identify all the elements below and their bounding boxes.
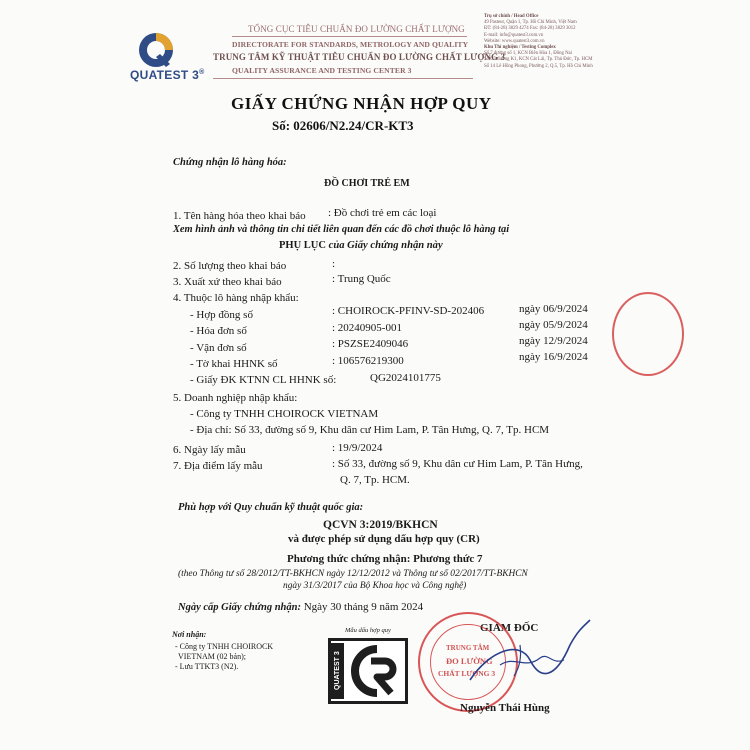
contract-label: - Hợp đồng số [190, 309, 253, 321]
item5-label: 5. Doanh nghiệp nhập khẩu: [173, 392, 298, 404]
annex-note-line2: PHỤ LỤC của Giấy chứng nhận này [279, 240, 443, 251]
mark-label: Mẫu dấu hợp quy [345, 627, 391, 634]
org-line-4: QUALITY ASSURANCE AND TESTING CENTER 3 [232, 66, 412, 75]
item1-label: 1. Tên hàng hóa theo khai báo [173, 210, 306, 222]
standard-code: QCVN 3:2019/BKHCN [323, 519, 438, 531]
product-heading: ĐỒ CHƠI TRẺ EM [324, 178, 410, 189]
item7-label: 7. Địa điểm lấy mẫu [173, 460, 263, 472]
contract-value: : CHOIROCK-PFINV-SD-202406 [332, 305, 485, 317]
invoice-value: : 20240905-001 [332, 322, 402, 334]
cr-mark [328, 638, 408, 704]
cr-mark-note: và được phép sử dụng dấu hợp quy (CR) [288, 533, 480, 545]
contract-date: ngày 06/9/2024 [519, 303, 588, 315]
org-line-3: TRUNG TÂM KỸ THUẬT TIÊU CHUẨN ĐO LƯỜNG CHẤT LƯỢNG 3 [213, 52, 506, 62]
item6-value: : 19/9/2024 [332, 442, 383, 454]
declaration-date: ngày 16/9/2024 [519, 351, 588, 363]
item2-value: : [332, 258, 336, 270]
bill-date: ngày 12/9/2024 [519, 335, 588, 347]
director-name: Nguyễn Thái Hùng [460, 702, 550, 714]
item7-value-line1: : Số 33, đường số 9, Khu dân cư Him Lam, P. Tân Hưng, [332, 458, 583, 470]
org-line-2: DIRECTORATE FOR STANDARDS, METROLOGY AND QUALITY [232, 40, 469, 49]
quatest-logo-icon [136, 30, 186, 70]
org-line-1: TỔNG CỤC TIÊU CHUẨN ĐO LƯỜNG CHẤT LƯỢNG [248, 24, 465, 34]
annex-note-line1: Xem hình ảnh và thông tin chi tiết liên quan đến các đồ chơi thuộc lô hàng tại [173, 224, 510, 235]
invoice-label: - Hóa đơn số [190, 325, 247, 337]
item4-label: 4. Thuộc lô hàng nhập khẩu: [173, 292, 299, 304]
lot-label: Chứng nhận lô hàng hóa: [173, 157, 287, 168]
director-signature [460, 610, 600, 700]
issue-date: Ngày cấp Giấy chứng nhận: Ngày 30 tháng 9 năm 2024 [178, 601, 424, 613]
registration-label: - Giấy ĐK KTNN CL HHNK số: [190, 374, 337, 386]
brand-name: QUATEST 3® [130, 68, 205, 82]
document-title: GIẤY CHỨNG NHẬN HỢP QUY [231, 94, 492, 113]
circular-line1: (theo Thông tư số 28/2012/TT-BKHCN ngày 12/12/2012 và Thông tư số 02/2017/TT-BKHCN [178, 569, 528, 579]
importer-address: - Địa chỉ: Số 33, đường số 9, Khu dân cư Him Lam, P. Tân Hưng, Q. 7, Tp. HCM [190, 424, 550, 436]
recipient-1: - Công ty TNHH CHOIROCK [175, 642, 274, 651]
address-block: Trụ sở chính / Head Office 49 Pasteur, Quận 1, Tp. Hồ Chí Minh, Việt Nam ĐT: (84-28) 3829 4274 Fax: (84-28) 3829 3012 E-mail: info@quatest3.com.vn Website: www.quatest3.com.vn Khu Thí nghiệm / Testing Complex Số 7 đường số 1, KCN Biên Hòa 1, Đồng Nai Số C5 đường K1, KCN Cát Lái, Tp. Thủ Đức, Tp. HCM Số 14 Lê Hồng Phong, Phường 2, Q.5, Tp. Hồ Chí Minh [484, 14, 593, 69]
header-rule-bottom [213, 78, 473, 79]
certificate-number: Số: 02606/N2.24/CR-KT3 [272, 118, 414, 133]
seal-text-2: ĐO LƯỜNG [446, 656, 493, 666]
conformity-label: Phù hợp với Quy chuẩn kỹ thuật quốc gia: [178, 502, 364, 513]
seal-text-1: TRUNG TÂM [446, 644, 490, 652]
cr-symbol-icon [347, 643, 407, 701]
item3-value: : Trung Quốc [332, 273, 391, 285]
registration-value: QG2024101775 [370, 372, 441, 384]
certification-method: Phương thức chứng nhận: Phương thức 7 [287, 553, 483, 565]
recipients-label: Nơi nhận: [172, 630, 207, 639]
recipient-1b: VIETNAM (02 bản); [178, 652, 246, 661]
header-rule-top [232, 36, 467, 37]
seal-text-3: CHẤT LƯỢNG 3 [438, 669, 496, 678]
importer-company: - Công ty TNHH CHOIROCK VIETNAM [190, 408, 379, 420]
declaration-value: : 106576219300 [332, 355, 404, 367]
item7-value-line2: Q. 7, Tp. HCM. [340, 474, 410, 486]
item2-label: 2. Số lượng theo khai báo [173, 260, 287, 272]
cr-mark-brand: QUATEST 3 [331, 643, 344, 699]
bill-value: : PSZSE2409046 [332, 338, 409, 350]
circular-line2: ngày 31/3/2017 của Bộ Khoa học và Công nghệ) [283, 581, 467, 591]
recipient-2: - Lưu TTKT3 (N2). [175, 662, 239, 671]
declaration-label: - Tờ khai HHNK số [190, 358, 278, 370]
director-title: GIÁM ĐỐC [480, 622, 539, 634]
invoice-date: ngày 05/9/2024 [519, 319, 588, 331]
edge-seal [612, 292, 684, 376]
item1-value: : Đồ chơi trẻ em các loại [328, 207, 437, 219]
item3-label: 3. Xuất xứ theo khai báo [173, 276, 282, 288]
bill-label: - Vận đơn số [190, 342, 247, 354]
item6-label: 6. Ngày lấy mẫu [173, 444, 246, 456]
